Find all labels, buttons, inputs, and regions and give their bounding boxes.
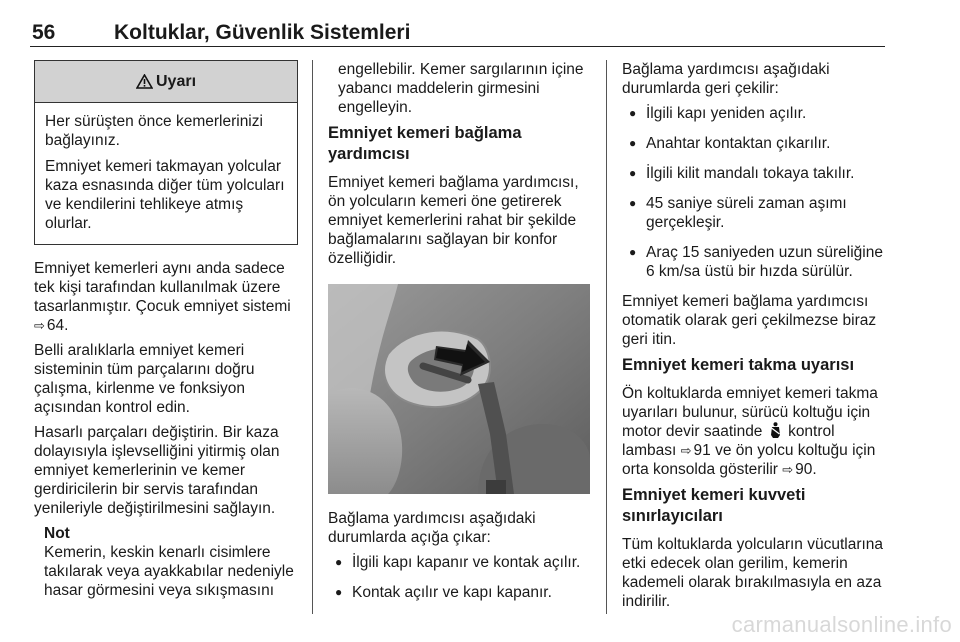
column-divider bbox=[312, 60, 313, 614]
bullet-list bbox=[622, 104, 887, 281]
paragraph: Bağlama yardımcısı aşağıdaki durumlarda açığa çıkar: bbox=[328, 510, 536, 546]
reference-arrow-icon: ⇨ bbox=[34, 318, 45, 333]
list-item: ● İlgili kilit mandalı tokaya takılır. bbox=[622, 164, 887, 183]
warning-title: Uyarı bbox=[155, 72, 197, 90]
list-item: ● İlgili kapı yeniden açılır. bbox=[622, 104, 887, 123]
note-body: Kemerin, keskin kenarlı cisimlere takılarak veya ayakkabılar nedeniyle hasar görmesini veya sıkışmasını bbox=[44, 544, 294, 599]
bullet-list bbox=[328, 553, 590, 602]
seatbelt-presenter-photo bbox=[328, 284, 590, 494]
page-reference-link[interactable]: 91 bbox=[693, 442, 711, 459]
page-number: 56 bbox=[32, 21, 56, 44]
column-1 bbox=[34, 60, 298, 606]
warning-header bbox=[35, 61, 297, 103]
page-reference-link[interactable]: 90. bbox=[795, 461, 817, 478]
chapter-title: Koltuklar, Güvenlik Sistemleri bbox=[114, 21, 411, 44]
warning-text-2: Emniyet kemeri takmayan yolcular kaza esnasında diğer tüm yolcuları ve kendilerini tehlikeye atmış olurlar. bbox=[45, 158, 285, 232]
paragraph-continued: engellebilir. Kemer sargılarının içine yabancı maddelerin girmesini engelleyin. bbox=[338, 61, 584, 116]
paragraph: Emniyet kemeri bağlama yardımcısı otomatik olarak geri çekilmezse biraz geri itin. bbox=[622, 293, 877, 348]
warning-triangle-icon bbox=[136, 74, 153, 89]
column-divider bbox=[606, 60, 607, 614]
section-heading: Emniyet kemeri kuvveti sınırlayıcıları bbox=[622, 486, 806, 525]
reference-arrow-icon: ⇨ bbox=[680, 443, 692, 458]
paragraph: Emniyet kemerleri aynı anda sadece tek kişi tarafından kullanılmak üzere tasarlanmıştır. Çocuk emniyet sistemi ⇨ 64. bbox=[34, 260, 291, 334]
paragraph: Hasarlı parçaları değiştirin. Bir kaza dolayısıyla işlevselliğini yitirmiş olan emniyet kemerlerinin ve kemer gerdiricilerin bir servis tarafından yenileriyle değiştirilmesini sağlayın. bbox=[34, 424, 280, 517]
column-2 bbox=[328, 60, 590, 613]
warning-text-1: Her sürüşten önce kemerlerinizi bağlayınız. bbox=[45, 113, 263, 149]
page-header bbox=[30, 12, 885, 47]
page-reference-link[interactable]: 64. bbox=[46, 317, 69, 334]
warning-box bbox=[34, 60, 298, 245]
note-title: Not bbox=[44, 525, 70, 542]
section-heading: Emniyet kemeri bağlama yardımcısı bbox=[328, 124, 522, 163]
paragraph: Bağlama yardımcısı aşağıdaki durumlarda geri çekilir: bbox=[622, 61, 830, 97]
paragraph: Emniyet kemeri bağlama yardımcısı, ön yolcuların kemeri öne getirerek emniyet kemerlerini rahat bir şekilde bağlamalarını sağlayan bir konfor özelliğidir. bbox=[328, 174, 579, 267]
paragraph: Ön koltuklarda emniyet kemeri takma uyarıları bulunur, sürücü koltuğu için motor devir saatinde kontrol lambası ⇨ 91 ve ön yolcu koltuğu için orta konsolda gösterilir ⇨ 90. bbox=[622, 385, 878, 478]
reference-arrow-icon: ⇨ bbox=[782, 462, 794, 477]
list-item: ● 45 saniye süreli zaman aşımı gerçekleşir. bbox=[622, 194, 887, 232]
paragraph: Belli aralıklarla emniyet kemeri sisteminin tüm parçalarını doğru çalışma, kirlenme ve fonksiyon açısından kontrol edin. bbox=[34, 342, 255, 416]
list-item: ● Kontak açılır ve kapı kapanır. bbox=[328, 583, 590, 602]
list-item: ● İlgili kapı kapanır ve kontak açılır. bbox=[328, 553, 590, 572]
seatbelt-reminder-icon bbox=[770, 422, 781, 438]
paragraph: Tüm koltuklarda yolcuların vücutlarına etki edecek olan gerilim, kemerin kademeli olarak bırakılmasıyla en aza indirilir. bbox=[622, 536, 884, 610]
list-item: ● Anahtar kontaktan çıkarılır. bbox=[622, 134, 887, 153]
column-3 bbox=[622, 60, 887, 617]
section-heading: Emniyet kemeri takma uyarısı bbox=[622, 356, 855, 374]
list-item: ● Araç 15 saniyeden uzun süreliğine 6 km/sa üstü bir hızda sürülür. bbox=[622, 243, 887, 281]
watermark: carmanualsonline.info bbox=[731, 612, 952, 637]
